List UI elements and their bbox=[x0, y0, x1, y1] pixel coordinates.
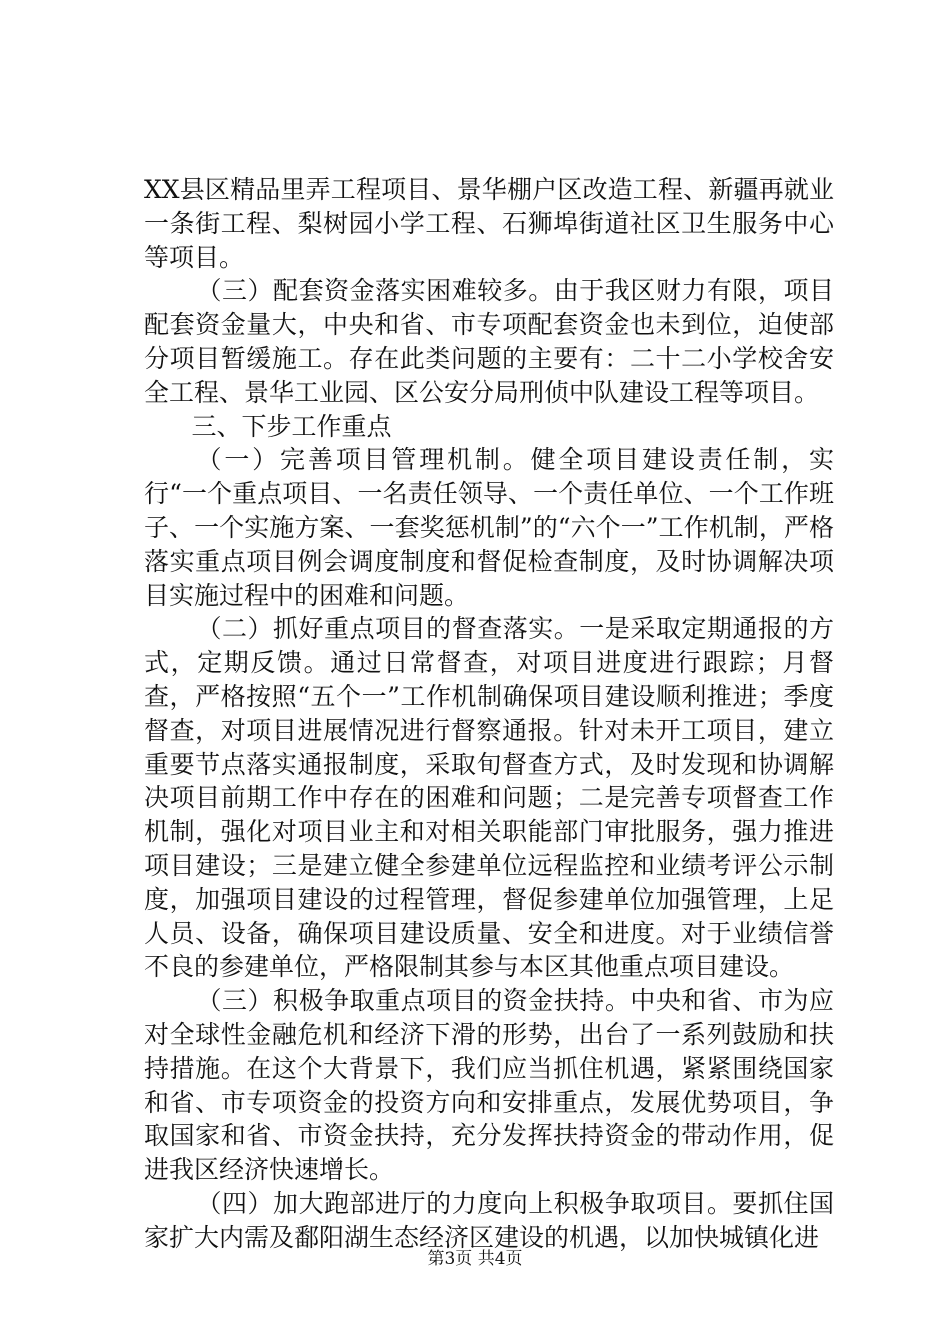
paragraph-funding-difficulty: （三）配套资金落实困难较多。由于我区财力有限，项目配套资金量大，中央和省、市专项配套资金也未到位，迫使部分项目暂缓施工。存在此类问题的主要有：二十二小学校舍安全工程、景华工业园、区公安分局刑侦中队建设工程等项目。 bbox=[144, 276, 834, 407]
paragraph-funding-support: （三）积极争取重点项目的资金扶持。中央和省、市为应对全球性金融危机和经济下滑的形势，出台了一系列鼓励和扶持措施。在这个大背景下，我们应当抓住机遇，紧紧围绕国家和省、市专项资金的投资方向和安排重点，发展优势项目，争取国家和省、市资金扶持，充分发挥扶持资金的带动作用，促进我区经济快速增长。 bbox=[144, 986, 834, 1185]
document-body bbox=[144, 173, 834, 1255]
paragraph-project-list-continued: XX县区精品里弄工程项目、景华棚户区改造工程、新疆再就业一条街工程、梨树园小学工程、石狮埠街道社区卫生服务中心等项目。 bbox=[144, 175, 834, 272]
paragraph-seeking-projects: （四）加大跑部进厅的力度向上积极争取项目。要抓住国家扩大内需及鄱阳湖生态经济区建设的机遇，以加快城镇化进 bbox=[144, 1188, 834, 1252]
section-heading-next-steps: 三、下步工作重点 bbox=[191, 411, 392, 441]
paragraph-management-mechanism: （一）完善项目管理机制。健全项目建设责任制，实行“一个重点项目、一名责任领导、一个责任单位、一个工作班子、一个实施方案、一套奖惩机制”的“六个一”工作机制，严格落实重点项目例会调度制度和督促检查制度，及时协调解决项目实施过程中的困难和问题。 bbox=[144, 445, 834, 610]
page-footer: 第3页 共4页 bbox=[427, 1249, 523, 1269]
paragraph-supervision: （二）抓好重点项目的督查落实。一是采取定期通报的方式，定期反馈。通过日常督查，对项目进度进行跟踪；月督查，严格按照“五个一”工作机制确保项目建设顺利推进；季度督查，对项目进展情况进行督察通报。针对未开工项目，建立重要节点落实通报制度，采取旬督查方式，及时发现和协调解决项目前期工作中存在的困难和问题；二是完善专项督查工作机制，强化对项目业主和对相关职能部门审批服务，强力推进项目建设；三是建立健全参建单位远程监控和业绩考评公示制度，加强项目建设的过程管理，督促参建单位加强管理，上足人员、设备，确保项目建设质量、安全和进度。对于业绩信誉不良的参建单位，严格限制其参与本区其他重点项目建设。 bbox=[144, 614, 834, 982]
